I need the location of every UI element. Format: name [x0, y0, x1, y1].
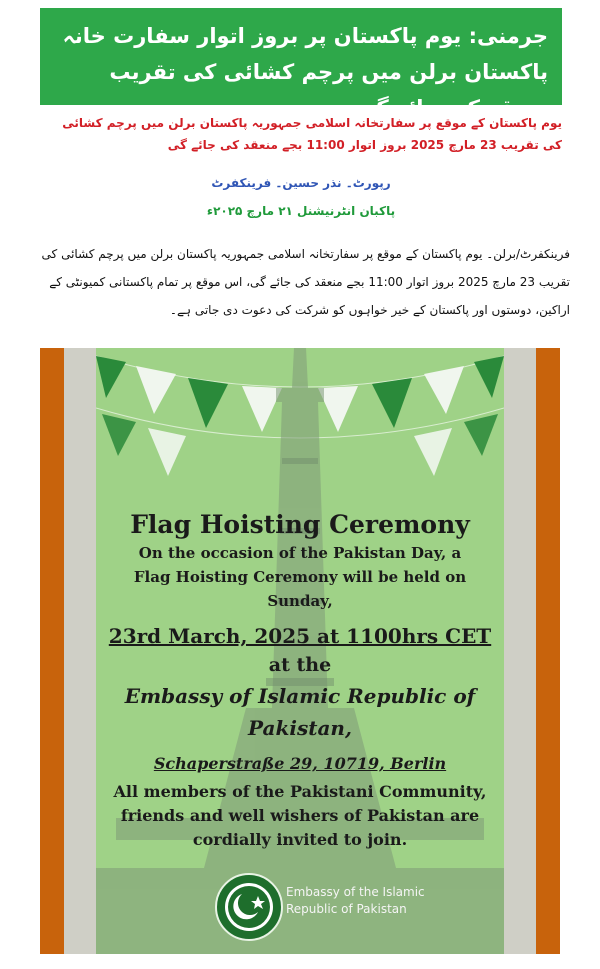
poster-venue-line2: Pakistan, [248, 716, 352, 740]
embassy-name [286, 884, 446, 918]
poster-title: Flag Hoisting Ceremony [130, 510, 470, 539]
report-byline: رپورٹ۔ نذر حسین۔ فرینکفرٹ [211, 176, 391, 190]
poster-at-line: at the [268, 654, 332, 676]
embassy-name-line2: Republic of Pakistan [286, 902, 407, 916]
embassy-name-line1: Embassy of the Islamic [286, 885, 425, 899]
article-body: فرینکفرٹ/برلن۔ یوم پاکستان کے موقع پر سفارتخانہ اسلامی جمہوریہ پاکستان برلن میں پرچم کشائی کی تقریب 23 مارچ 2025 بروز اتوار 11:00 بجے منعقد کی جائے گی، اس موقع پر تمام پاکستانی کمیونٹی کے اراکین، دوستوں اور پاکستان کے خیر خواہوں کو شرکت کی دعوت دی جاتی ہے۔ [41, 247, 570, 317]
poster-artwork [96, 348, 504, 954]
poster-frame-right [536, 348, 560, 954]
poster-day-line: Sunday, [267, 592, 333, 610]
poster-invite-line2: friends and well wishers of Pakistan are [120, 806, 480, 825]
poster-address: Schaperstraße 29, 10719, Berlin [153, 754, 447, 773]
poster-date: 23rd March, 2025 at 1100hrs CET [108, 624, 492, 648]
poster-invite-line1: All members of the Pakistani Community, [113, 782, 487, 801]
poster-frame-left [40, 348, 64, 954]
article-headline: جرمنی: یوم پاکستان پر بروز اتوار سفارت خانہ پاکستان برلن میں پرچم کشائی کی تقریب منعقد کی جائے گی [40, 8, 562, 105]
source-dateline: پاکبان انٹرنیشنل ۲۱ مارچ ۲۰۲۵ء [206, 204, 396, 218]
poster-venue-line1: Embassy of Islamic Republic of [124, 684, 476, 708]
poster-ceremony-line: Flag Hoisting Ceremony will be held on [133, 568, 467, 586]
article-subtitle: یوم پاکستان کے موقع پر سفارتخانہ اسلامی جمہوریہ پاکستان برلن میں پرچم کشائی کی تقریب 23 مارچ 2025 بروز اتوار 11:00 بجے منعقد کی جائے گی [62, 116, 562, 152]
event-poster [40, 348, 560, 954]
poster-occasion-line: On the occasion of the Pakistan Day, a [138, 544, 462, 562]
poster-invite-line3: cordially invited to join. [192, 830, 408, 849]
embassy-seal-icon [214, 872, 284, 942]
poster-background [96, 348, 504, 954]
